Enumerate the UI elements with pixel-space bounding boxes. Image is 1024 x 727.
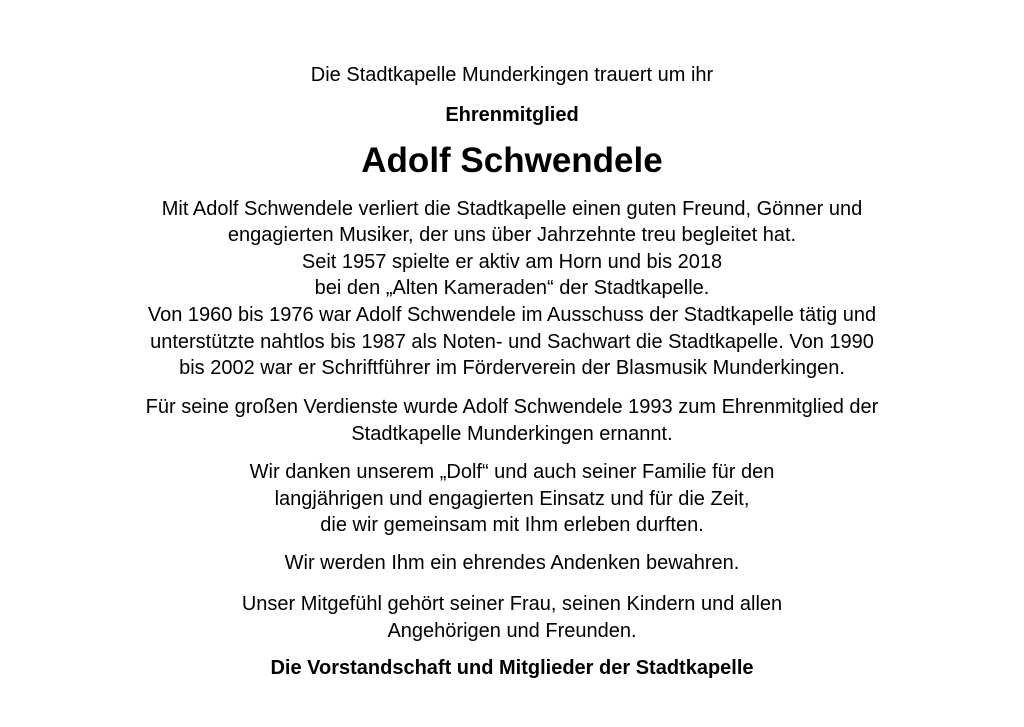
signature: Die Vorstandschaft und Mitglieder der Stadtkapelle [270,657,754,679]
paragraph4-line-1: Wir werden Ihm ein ehrendes Andenken bewahren. [284,552,740,574]
paragraph1-line-7: bis 2002 war er Schriftführer im Förderverein der Blasmusik Munderkingen. [179,357,845,379]
paragraph2-line-1: Für seine großen Verdienste wurde Adolf Schwendele 1993 zum Ehrenmitglied der [145,396,879,418]
paragraph3-line-1: Wir danken unserem „Dolf“ und auch seiner Familie für den [249,461,775,483]
deceased-name: Adolf Schwendele [361,141,663,180]
intro-line: Die Stadtkapelle Munderkingen trauert um ihr [310,64,714,86]
paragraph5-line-1: Unser Mitgefühl gehört seiner Frau, seinen Kindern und allen [241,593,783,615]
paragraph1-line-2: engagierten Musiker, der uns über Jahrzehnte treu begleitet hat. [227,224,797,246]
paragraph3-line-2: langjährigen und engagierten Einsatz und für die Zeit, [274,488,750,510]
paragraph1-line-5: Von 1960 bis 1976 war Adolf Schwendele im Ausschuss der Stadtkapelle tätig und [147,304,877,326]
paragraph1-line-3: Seit 1957 spielte er aktiv am Horn und bis 2018 [301,251,723,273]
paragraph1-line-6: unterstützte nahtlos bis 1987 als Noten- und Sachwart die Stadtkapelle. Von 1990 [150,331,874,353]
paragraph5-line-2: Angehörigen und Freunden. [387,620,637,642]
paragraph1-line-4: bei den „Alten Kameraden“ der Stadtkapelle. [314,277,710,299]
paragraph2-line-2: Stadtkapelle Munderkingen ernannt. [351,423,673,445]
honorary-title: Ehrenmitglied [445,104,579,126]
paragraph3-line-3: die wir gemeinsam mit Ihm erleben durften. [320,514,704,536]
paragraph1-line-1: Mit Adolf Schwendele verliert die Stadtkapelle einen guten Freund, Gönner und [161,198,863,220]
